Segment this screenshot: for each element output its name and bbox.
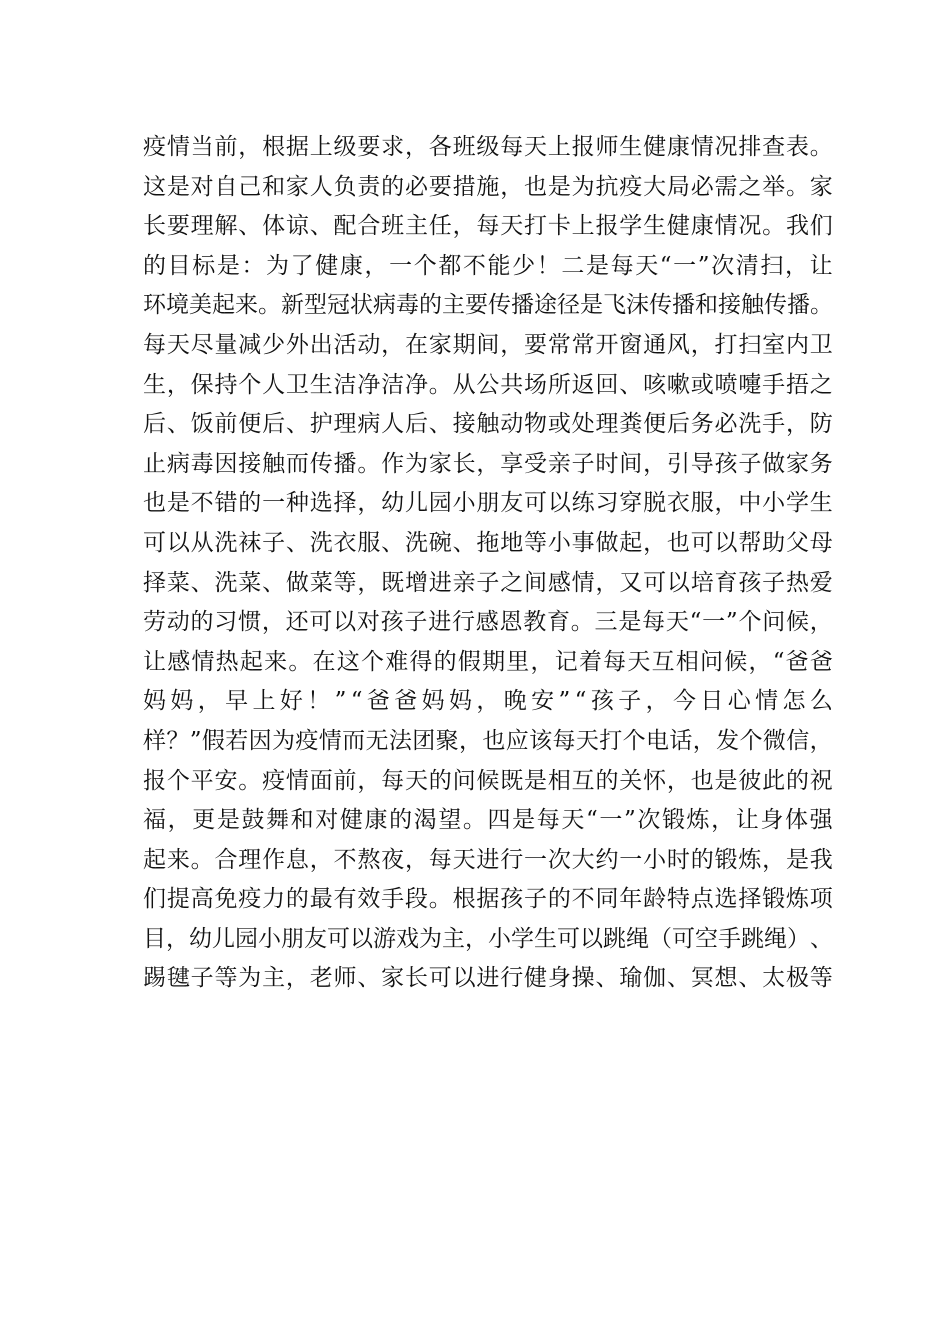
text-line: 劳 动 的 习 惯 ， 还 可 以 对 孩 子 进 行 感 恩 教 育 。 三 是 每 天 “ 一 ” 个 问 候 ， xyxy=(143,609,833,636)
text-line: 目 ， 幼 儿 园 小 朋 友 可 以 游 戏 为 主 ， 小 学 生 可 以 跳 绳 （ 可 空 手 跳 绳 ） 、 xyxy=(143,925,833,952)
text-line: 可 以 从 洗 袜 子 、 洗 衣 服 、 洗 碗 、 拖 地 等 小 事 做 起 ， 也 可 以 帮 助 父 母 xyxy=(143,529,833,556)
text-line: 妈 妈 ， 早 上 好 ！ ” “ 爸 爸 妈 妈 ， 晚 安 ” “ 孩 子 ， 今 日 心 情 怎 么 xyxy=(143,688,833,715)
text-line: 后 、 饭 前 便 后 、 护 理 病 人 后 、 接 触 动 物 或 处 理 粪 便 后 务 必 洗 手 ， 防 xyxy=(143,411,833,438)
text-line: 让 感 情 热 起 来 。 在 这 个 难 得 的 假 期 里 ， 记 着 每 天 互 相 问 候 ， “ 爸 爸 xyxy=(143,648,833,675)
text-line: 生 ， 保 持 个 人 卫 生 洁 净 洁 净 。 从 公 共 场 所 返 回 、 咳 嗽 或 喷 嚏 手 捂 之 xyxy=(143,371,833,398)
text-line: 疫 情 当 前 ， 根 据 上 级 要 求 ， 各 班 级 每 天 上 报 师 生 健 康 情 况 排 查 表 。 xyxy=(143,134,833,160)
body-text xyxy=(143,128,833,999)
text-line: 样 ？ ” 假 若 因 为 疫 情 而 无 法 团 聚 ， 也 应 该 每 天 打 个 电 话 ， 发 个 微 信 ， xyxy=(143,727,833,754)
text-line: 也 是 不 错 的 一 种 选 择 ， 幼 儿 园 小 朋 友 可 以 练 习 穿 脱 衣 服 ， 中 小 学 生 xyxy=(143,490,833,517)
text-line: 长 要 理 解 、 体 谅 、 配 合 班 主 任 ， 每 天 打 卡 上 报 学 生 健 康 情 况 。 我 们 xyxy=(143,213,833,240)
text-line: 这 是 对 自 己 和 家 人 负 责 的 必 要 措 施 ， 也 是 为 抗 疫 大 局 必 需 之 举 。 家 xyxy=(143,173,833,200)
text-line: 们 提 高 免 疫 力 的 最 有 效 手 段 。 根 据 孩 子 的 不 同 年 龄 特 点 选 择 锻 炼 项 xyxy=(143,886,833,913)
text-line: 踢 毽 子 等 为 主 ， 老 师 、 家 长 可 以 进 行 健 身 操 、 瑜 伽 、 冥 想 、 太 极 等 xyxy=(143,965,833,992)
text-line: 的 目 标 是 ： 为 了 健 康 ， 一 个 都 不 能 少 ！ 二 是 每 天 “ 一 ” 次 清 扫 ， 让 xyxy=(143,252,833,279)
text-line: 环 境 美 起 来 。 新 型 冠 状 病 毒 的 主 要 传 播 途 径 是 飞 沫 传 播 和 接 触 传 播 。 xyxy=(143,292,833,319)
text-line: 起 来 。 合 理 作 息 ， 不 熬 夜 ， 每 天 进 行 一 次 大 约 一 小 时 的 锻 炼 ， 是 我 xyxy=(143,846,833,873)
text-line: 每 天 尽 量 减 少 外 出 活 动 ， 在 家 期 间 ， 要 常 常 开 窗 通 风 ， 打 扫 室 内 卫 xyxy=(143,331,833,358)
text-line: 止 病 毒 因 接 触 而 传 播 。 作 为 家 长 ， 享 受 亲 子 时 间 ， 引 导 孩 子 做 家 务 xyxy=(143,450,833,477)
text-line: 报 个 平 安 。 疫 情 面 前 ， 每 天 的 问 候 既 是 相 互 的 关 怀 ， 也 是 彼 此 的 祝 xyxy=(143,767,833,794)
text-line: 择 菜 、 洗 菜 、 做 菜 等 ， 既 增 进 亲 子 之 间 感 情 ， 又 可 以 培 育 孩 子 热 爱 xyxy=(143,569,833,596)
text-line: 福 ， 更 是 鼓 舞 和 对 健 康 的 渴 望 。 四 是 每 天 “ 一 ” 次 锻 炼 ， 让 身 体 强 xyxy=(143,807,833,834)
